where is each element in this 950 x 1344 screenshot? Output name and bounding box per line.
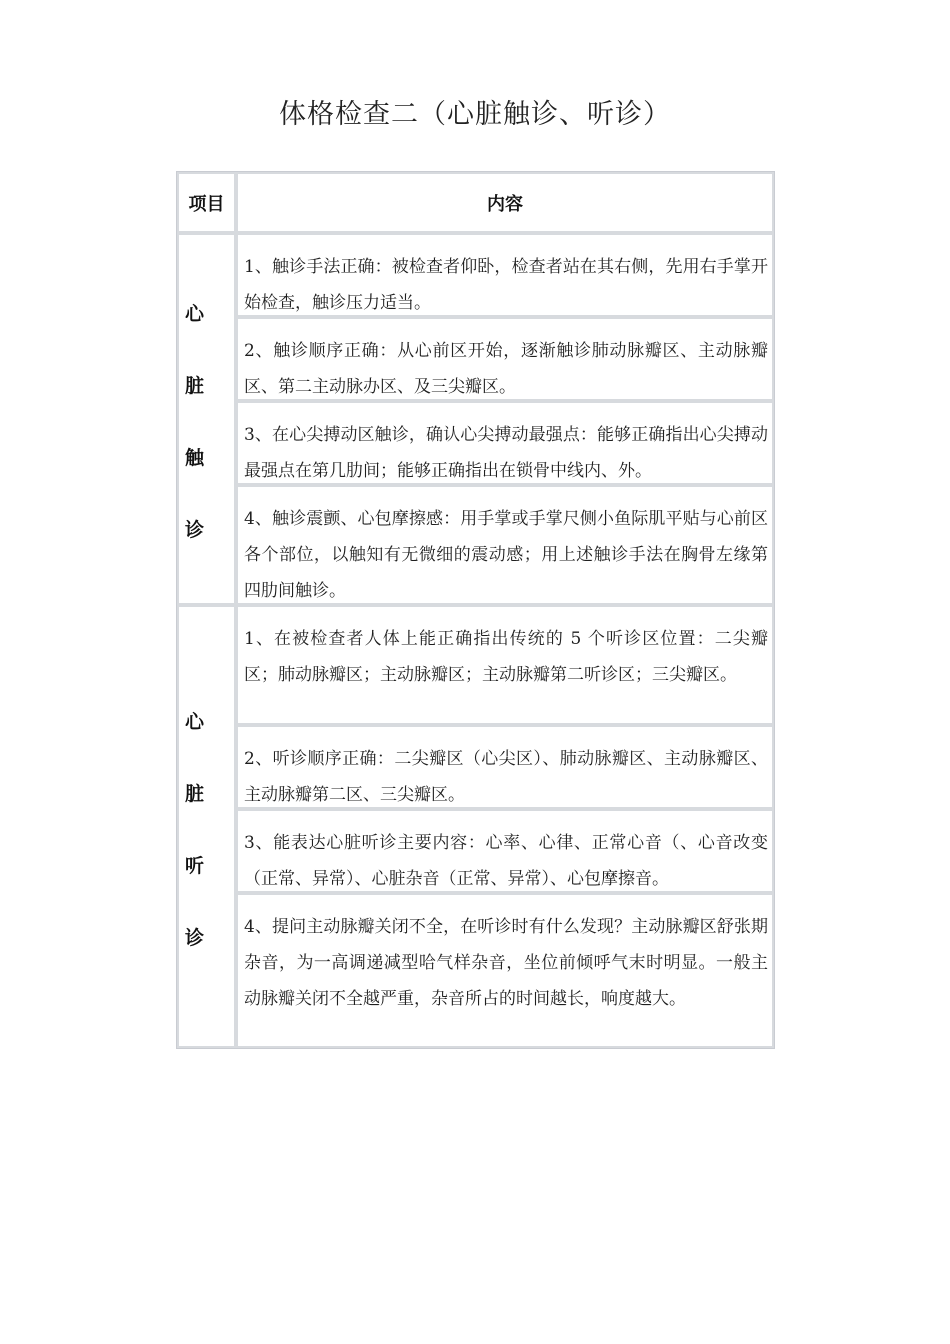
content-row: 4、提问主动脉瓣关闭不全，在听诊时有什么发现？主动脉瓣区舒张期杂音，为一高调递减型哈气样杂音，坐位前倾呼气末时明显。一般主动脉瓣关闭不全越严重，杂音所占的时间越长，响度越大。 [236, 893, 774, 1048]
content-row: 3、在心尖搏动区触诊，确认心尖搏动最强点：能够正确指出心尖搏动最强点在第几肋间；能够正确指出在锁骨中线内、外。 [236, 401, 774, 485]
label-char: 心 [185, 711, 205, 733]
content-row: 1、在被检查者人体上能正确指出传统的 5 个听诊区位置：二尖瓣区；肺动脉瓣区；主动脉瓣区；主动脉瓣第二听诊区；三尖瓣区。 [236, 605, 774, 725]
content-row: 4、触诊震颤、心包摩擦感：用手掌或手掌尺侧小鱼际肌平贴与心前区各个部位，以触知有无微细的震动感；用上述触诊手法在胸骨左缘第四肋间触诊。 [236, 485, 774, 605]
content-row: 1、触诊手法正确：被检查者仰卧，检查者站在其右侧，先用右手掌开始检查，触诊压力适当。 [236, 233, 774, 317]
label-char: 触 [185, 447, 205, 469]
content-row: 3、能表达心脏听诊主要内容：心率、心律、正常心音（、心音改变（正常、异常）、心脏杂音（正常、异常）、心包摩擦音。 [236, 809, 774, 893]
label-char: 脏 [185, 783, 205, 805]
label-char: 脏 [185, 375, 205, 397]
label-char: 听 [185, 855, 205, 877]
group-label-palpation [177, 233, 236, 605]
content-row: 2、触诊顺序正确：从心前区开始，逐渐触诊肺动脉瓣区、主动脉瓣区、第二主动脉办区、及三尖瓣区。 [236, 317, 774, 401]
label-char: 诊 [185, 519, 205, 541]
exam-table [176, 171, 775, 1049]
content-row: 2、听诊顺序正确：二尖瓣区（心尖区）、肺动脉瓣区、主动脉瓣区、主动脉瓣第二区、三尖瓣区。 [236, 725, 774, 809]
group-label-auscultation [177, 605, 236, 1048]
header-item: 项目 [177, 172, 236, 233]
label-char: 诊 [185, 927, 205, 949]
page-title: 体格检查二（心脏触诊、听诊） [279, 99, 671, 130]
label-char: 心 [185, 303, 205, 325]
header-content: 内容 [236, 172, 774, 233]
